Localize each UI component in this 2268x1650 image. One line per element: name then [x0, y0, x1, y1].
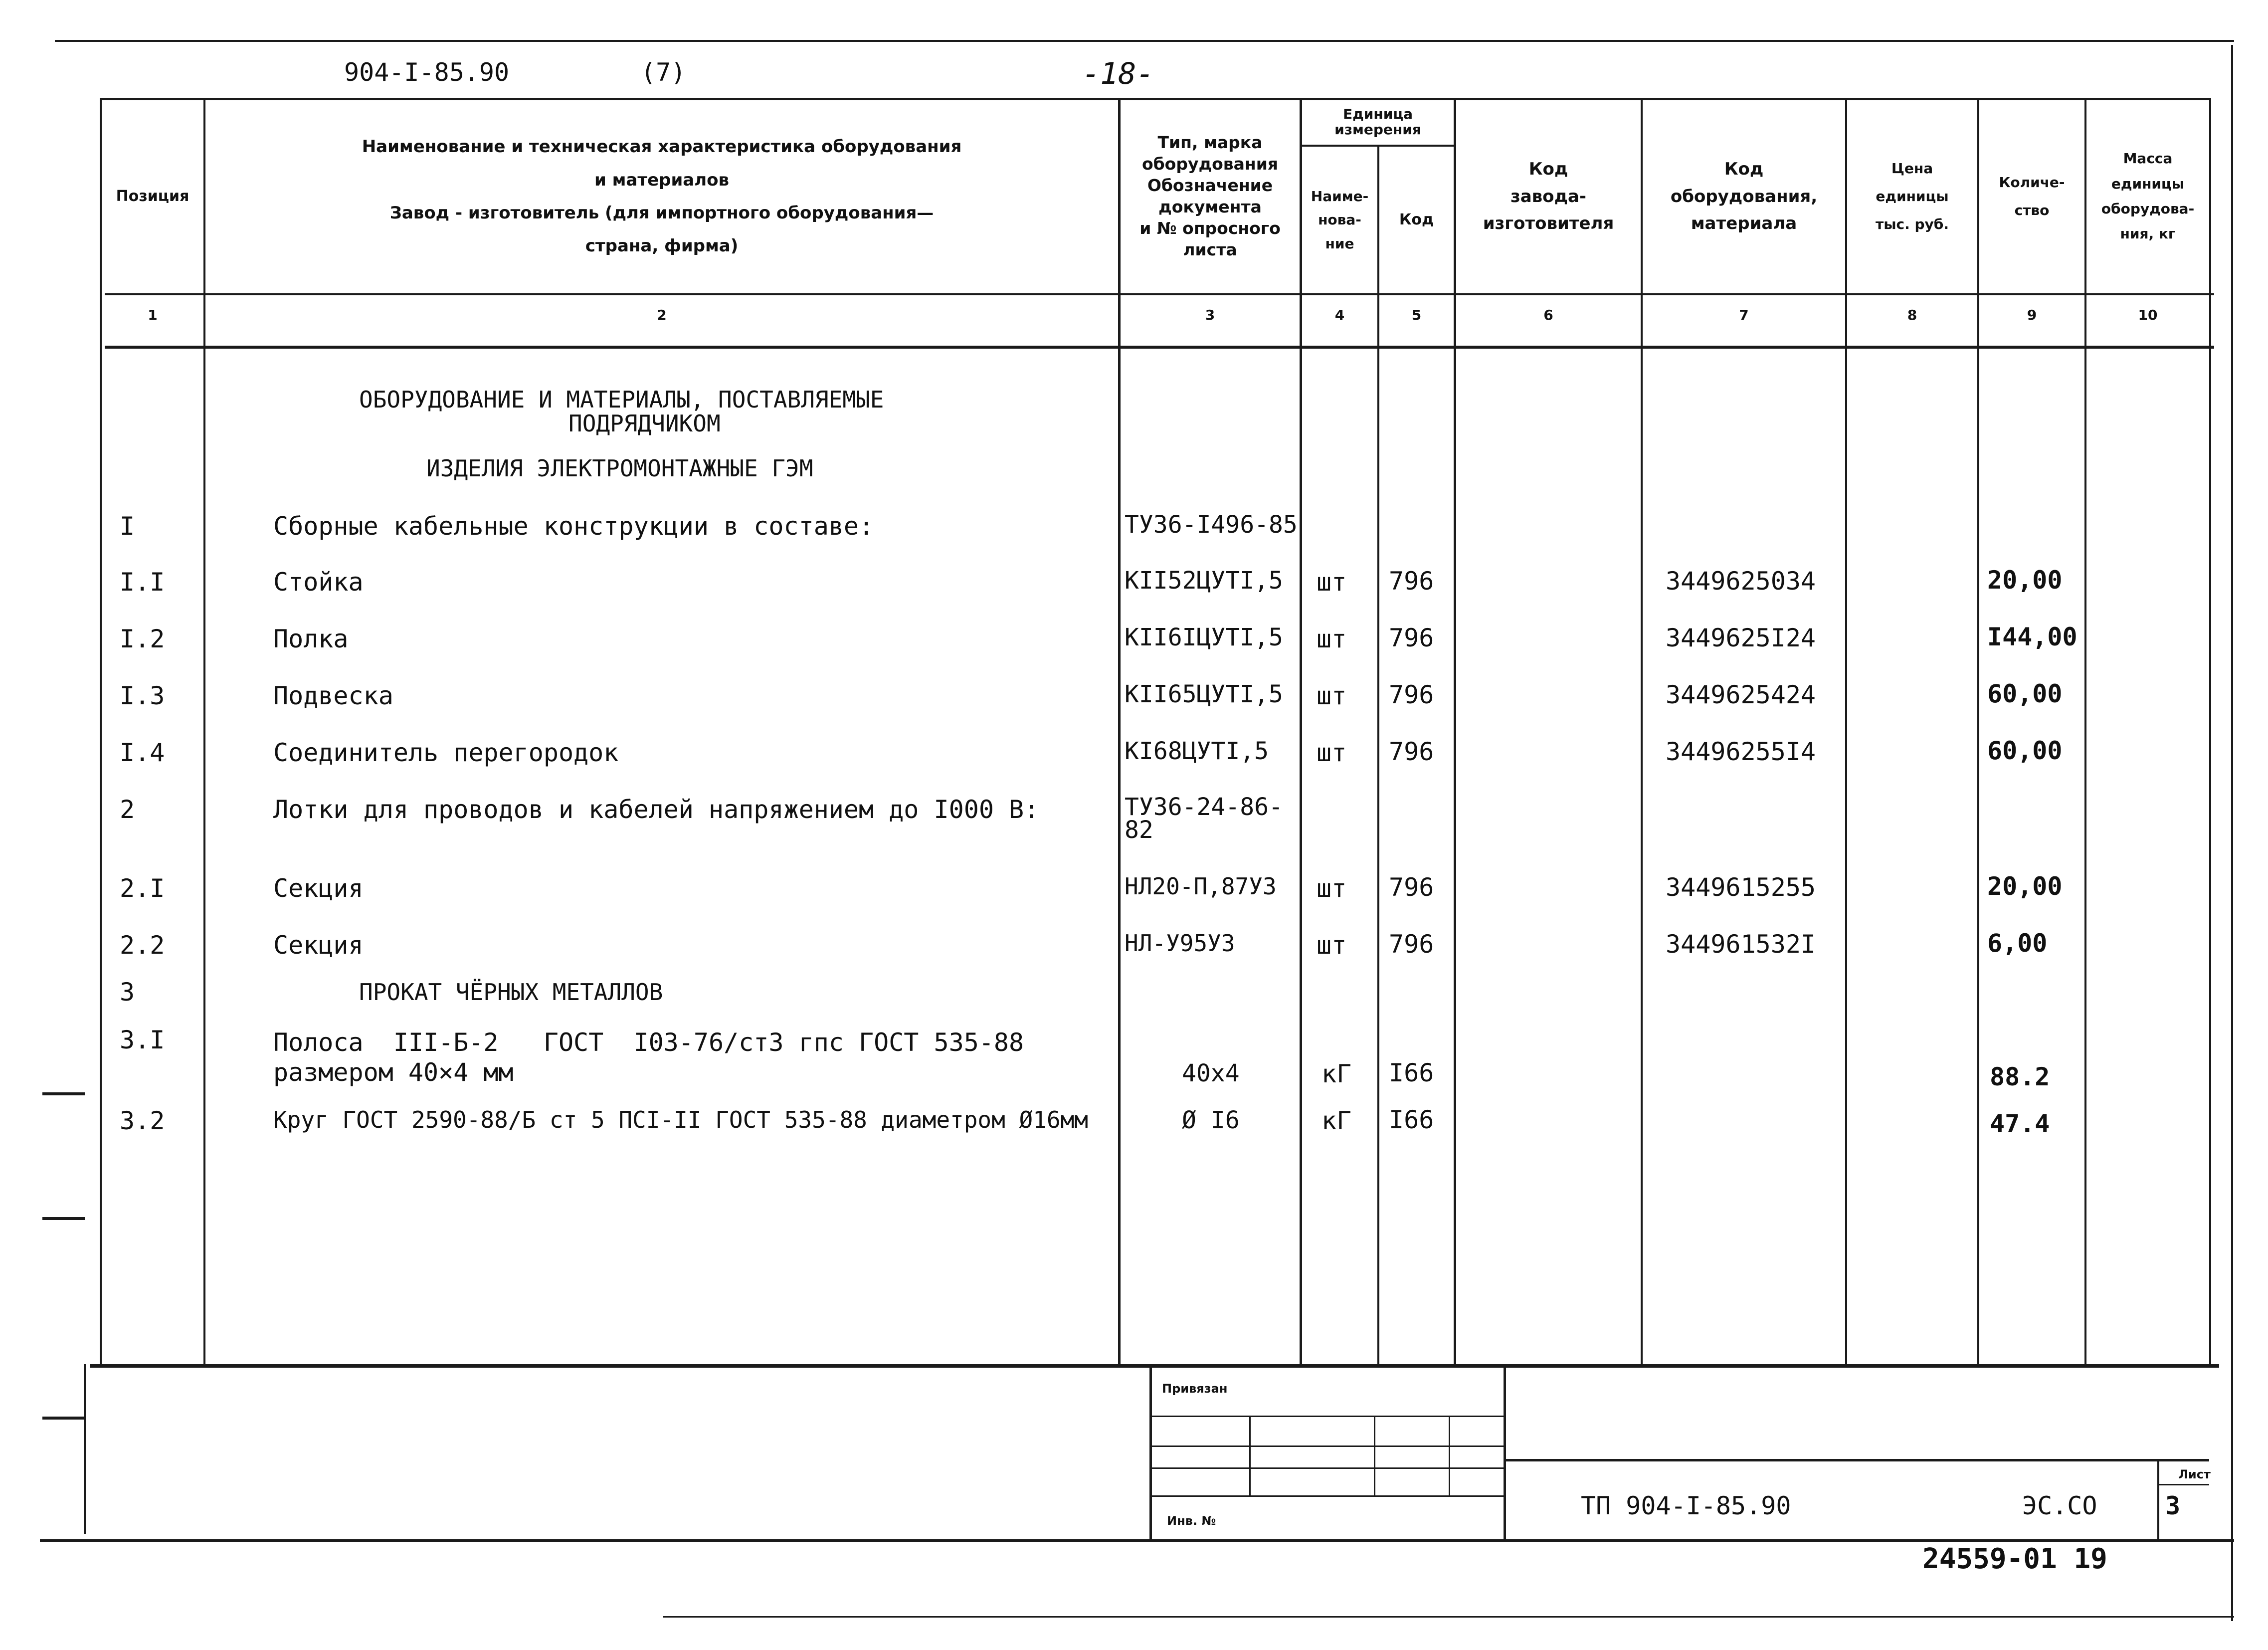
row-name: Подвеска	[273, 681, 393, 710]
doc-number: 904-I-85.90	[344, 58, 510, 87]
section-subtitle: ИЗДЕЛИЯ ЭЛЕКТРОМОНТАЖНЫЕ ГЭМ	[426, 455, 813, 482]
colnum-bottom-line	[105, 346, 2214, 349]
row-type: КII6IЦУТI,5	[1125, 623, 1283, 651]
stamp-grid-v	[1449, 1416, 1450, 1495]
row-unit: шт	[1317, 931, 1347, 960]
row-type: НЛ-У95У3	[1125, 930, 1235, 957]
row-unit-code: I66	[1389, 1105, 1434, 1134]
footer-line	[663, 1616, 2234, 1618]
col-number: 6	[1543, 307, 1553, 323]
stamp-grid-h	[1152, 1416, 1504, 1417]
col-header-factory-code: Код завода- изготовителя	[1483, 159, 1614, 234]
row-name: Круг ГОСТ 2590-88/Б ст 5 ПСI-II ГОСТ 535-88 диаметром Ø16мм	[273, 1106, 1088, 1133]
row-position: I.2	[120, 624, 165, 653]
page-mark: -18-	[1082, 56, 1154, 91]
row-position: I.3	[120, 681, 165, 710]
right-border-line	[2231, 45, 2233, 1621]
section-title: ОБОРУДОВАНИЕ И МАТЕРИАЛЫ, ПОСТАВЛЯЕМЫЕ	[359, 386, 884, 413]
col-header-unit-code: Код	[1399, 211, 1434, 229]
top-border-line	[55, 40, 2234, 42]
row-unit-code: 796	[1389, 930, 1434, 959]
stamp-box-left	[1149, 1367, 1152, 1541]
col-header-position: Позиция	[116, 188, 189, 206]
row-name: Секция	[273, 931, 364, 960]
body-bottom-line	[90, 1364, 2219, 1368]
stamp-grid-v	[1374, 1416, 1375, 1495]
margin-tick	[42, 1417, 85, 1420]
left-stamp-border	[84, 1364, 86, 1534]
col-header-mass: Масса единицы оборудова- ния, кг	[2101, 150, 2195, 242]
row-name: Секция	[273, 874, 364, 903]
col-number: 4	[1334, 307, 1345, 323]
col-number: 2	[657, 307, 667, 323]
row-type: ТУ36-I496-85	[1125, 511, 1298, 539]
title-doc-mark: ЭС.СО	[2022, 1491, 2097, 1520]
footer-number: 24559-01 19	[1922, 1543, 2107, 1575]
row-type: 40х4	[1182, 1059, 1240, 1087]
row-unit-code: 796	[1389, 737, 1434, 766]
stamp-attached-label: Привязан	[1162, 1382, 1228, 1396]
col-header-unit-name: Наиме- нова- ние	[1311, 188, 1369, 252]
margin-tick	[42, 1217, 85, 1220]
stamp-grid-h	[1152, 1445, 1504, 1447]
col-header-unit-group: Единица измерения	[1334, 106, 1421, 138]
row-unit-code: 796	[1389, 873, 1434, 902]
stamp-inv-label: Инв. №	[1167, 1514, 1216, 1528]
row-unit-code: I66	[1389, 1058, 1434, 1087]
row-position: 3	[120, 978, 135, 1007]
row-unit: кГ	[1322, 1059, 1352, 1088]
row-quantity: I44,00	[1987, 622, 2078, 651]
row-unit: шт	[1317, 738, 1347, 767]
row-quantity: 60,00	[1987, 736, 2063, 765]
sheet-cell-left	[2157, 1460, 2159, 1540]
row-position: 2.2	[120, 931, 165, 960]
row-unit: кГ	[1322, 1106, 1352, 1135]
col-header-price: Цена единицы тыс. руб.	[1875, 160, 1949, 232]
row-quantity: 6,00	[1987, 929, 2048, 958]
row-position: 3.2	[120, 1106, 165, 1135]
row-unit-code: 796	[1389, 680, 1434, 709]
row-position: I.I	[120, 568, 165, 597]
row-quantity: 60,00	[1987, 679, 2063, 708]
row-quantity: 47.4	[1990, 1109, 2050, 1138]
row-name: Лотки для проводов и кабелей напряжением до I000 В:	[273, 795, 1039, 824]
row-name: Стойка	[273, 568, 364, 597]
col-number: 5	[1411, 307, 1422, 323]
row-position: 2	[120, 795, 135, 824]
page-bottom-line	[40, 1539, 2234, 1542]
margin-tick	[42, 1092, 85, 1095]
col-divider	[2209, 98, 2211, 1368]
row-type: КI68ЦУТI,5	[1125, 737, 1269, 765]
header-bottom-line	[105, 293, 2214, 295]
section3-title: ПРОКАТ ЧЁРНЫХ МЕТАЛЛОВ	[359, 979, 663, 1006]
row-position: 3.I	[120, 1026, 165, 1054]
row-unit-code: 796	[1389, 623, 1434, 652]
row-material-code: 3449625034	[1666, 567, 1816, 596]
row-material-code: 3449625424	[1666, 680, 1816, 709]
row-unit-code: 796	[1389, 567, 1434, 596]
row-name: Соединитель перегородок	[273, 738, 619, 767]
row-material-code: 3449615255	[1666, 873, 1816, 902]
row-material-code: 344961532I	[1666, 930, 1816, 959]
row-quantity: 20,00	[1987, 566, 2063, 595]
col-number: 7	[1739, 307, 1749, 323]
row-position: 2.I	[120, 874, 165, 903]
title-block-top	[1506, 1459, 2209, 1461]
row-position: I	[120, 512, 135, 541]
stamp-grid-h	[1152, 1467, 1504, 1469]
stamp-box-right	[1504, 1367, 1506, 1541]
row-name: Сборные кабельные конструкции в составе:	[273, 512, 874, 541]
col-header-quantity: Количе- ство	[1999, 174, 2065, 218]
col-number: 3	[1205, 307, 1215, 323]
doc-index: (7)	[641, 58, 686, 87]
row-quantity: 20,00	[1987, 872, 2063, 901]
row-unit: шт	[1317, 568, 1347, 597]
col-header-name: Наименование и техническая характеристика оборудования и материалов Завод - изготовитель (для импортного оборудования— страна, фирма)	[362, 137, 962, 256]
row-name: Полоса III-Б-2 ГОСТ I03-76/ст3 гпс ГОСТ 535-88 размером 40×4 мм	[273, 1028, 1024, 1087]
sheet-label: Лист	[2178, 1467, 2211, 1481]
col-number: 9	[2027, 307, 2037, 323]
col-number: 10	[2138, 307, 2158, 323]
title-doc-code: ТП 904-I-85.90	[1581, 1491, 1791, 1520]
stamp-grid-v	[1249, 1416, 1251, 1495]
sheet-cell-mid	[2157, 1484, 2209, 1485]
row-name: Полка	[273, 624, 349, 653]
row-quantity: 88.2	[1990, 1062, 2050, 1091]
row-unit: шт	[1317, 624, 1347, 653]
col-header-material-code: Код оборудования, материала	[1670, 159, 1818, 234]
sheet-number: 3	[2165, 1491, 2181, 1520]
row-unit: шт	[1317, 874, 1347, 903]
stamp-grid-h	[1152, 1495, 1504, 1497]
row-position: I.4	[120, 738, 165, 767]
col-header-type: Тип, марка оборудования Обозначение документа и № опросного листа	[1139, 133, 1281, 259]
section-title-line2: ПОДРЯДЧИКОМ	[568, 410, 721, 437]
row-type: НЛ20-П,87У3	[1125, 873, 1277, 900]
row-type: ТУ36-24-86- 82	[1125, 793, 1283, 844]
row-material-code: 3449625I24	[1666, 623, 1816, 652]
col-divider	[1377, 145, 1379, 1368]
row-type: КII65ЦУТI,5	[1125, 680, 1283, 708]
col-number: 1	[148, 307, 158, 323]
row-type: КII52ЦУТI,5	[1125, 567, 1283, 595]
row-unit: шт	[1317, 681, 1347, 710]
row-type: Ø I6	[1182, 1106, 1240, 1134]
row-material-code: 34496255I4	[1666, 737, 1816, 766]
col-number: 8	[1907, 307, 1917, 323]
